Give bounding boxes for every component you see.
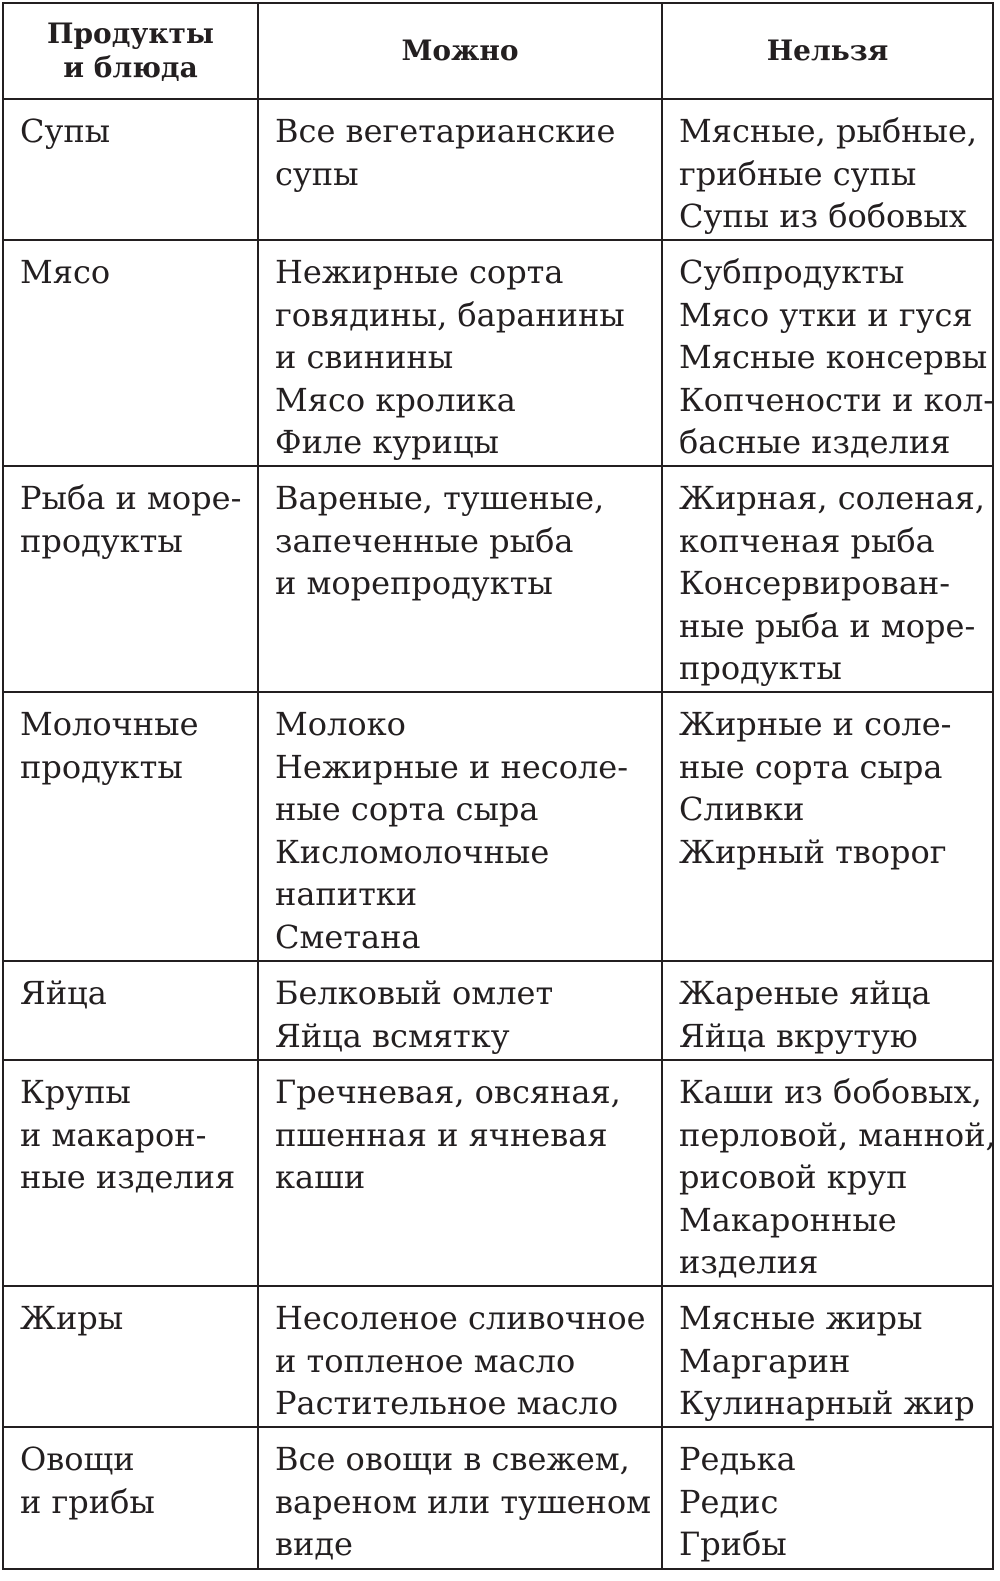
cell-text-line: Белковый омлет: [275, 974, 554, 1012]
cell-text-line: продукты: [20, 521, 183, 560]
cell-text-line: Жиры: [20, 1299, 124, 1337]
cell-text-line: Яйца вкрутую: [679, 1016, 918, 1055]
forbidden-cell: [662, 1060, 996, 1286]
category-cell: [3, 1286, 258, 1427]
category-cell: [3, 1427, 258, 1569]
table-row: [3, 1427, 993, 1569]
cell-text-line: Крупы: [20, 1073, 131, 1111]
cell-text-line: Каши из бобовых,: [679, 1073, 982, 1111]
cell-text-line: ные сорта сыра: [679, 747, 943, 786]
allowed-cell: [258, 99, 662, 240]
table-row: [3, 240, 993, 466]
header-row: [3, 3, 993, 99]
forbidden-cell: [662, 692, 993, 961]
cell-text-line: Растительное масло: [275, 1384, 619, 1423]
diet-table: [2, 2, 994, 1570]
cell-text-line: Супы: [20, 112, 111, 150]
cell-text-line: Мясные консервы: [679, 338, 988, 377]
cell-text-line: Молоко: [275, 705, 406, 743]
cell-text-line: напитки: [275, 875, 418, 914]
forbidden-cell: [662, 1286, 993, 1427]
cell-text-line: Нежирные и несоле-: [275, 747, 629, 786]
cell-text-line: Все вегетарианские: [275, 112, 616, 150]
forbidden-cell: [662, 961, 993, 1060]
category-cell: [3, 692, 258, 961]
cell-text-line: перловой, манной,: [679, 1115, 996, 1154]
cell-text-line: Яйца: [20, 974, 107, 1012]
category-cell: [3, 1060, 258, 1286]
cell-text-line: рисовой круп: [679, 1158, 908, 1197]
allowed-cell: [258, 1060, 662, 1286]
header-products-and-dishes: [3, 3, 258, 99]
table-row: [3, 466, 993, 692]
cell-text-line: продукты: [20, 747, 183, 786]
cell-text-line: и грибы: [20, 1482, 155, 1521]
cell-text-line: ные рыба и море-: [679, 606, 976, 645]
table-row: [3, 1286, 993, 1427]
cell-text-line: Молочные: [20, 705, 199, 743]
cell-text-line: Кисломолочные: [275, 832, 550, 871]
cell-text-line: Редис: [679, 1482, 779, 1521]
table-row: [3, 1060, 993, 1286]
cell-text-line: Яйца всмятку: [275, 1016, 510, 1055]
cell-text-line: и свинины: [275, 338, 454, 377]
category-cell: [3, 466, 258, 692]
cell-text-line: Мясные жиры: [679, 1299, 923, 1337]
header-forbidden: Нельзя: [662, 3, 993, 99]
cell-text-line: виде: [275, 1525, 353, 1564]
allowed-cell: [258, 961, 662, 1060]
forbidden-cell: [662, 240, 993, 466]
cell-text-line: изделия: [679, 1243, 819, 1282]
forbidden-cell: [662, 99, 993, 240]
cell-text-line: Жирный творог: [679, 832, 947, 871]
cell-text-line: Консервирован-: [679, 564, 951, 603]
cell-text-line: Гречневая, овсяная,: [275, 1073, 621, 1111]
category-cell: [3, 961, 258, 1060]
cell-text-line: и топленое масло: [275, 1341, 576, 1380]
cell-text-line: и морепродукты: [275, 564, 553, 603]
cell-text-line: Копчености и кол-: [679, 380, 995, 419]
allowed-cell: [258, 692, 662, 961]
cell-text-line: Жирные и соле-: [679, 705, 952, 743]
cell-text-line: Редька: [679, 1440, 796, 1478]
cell-text-line: Мясо утки и гуся: [679, 295, 973, 334]
header-text-line: Продукты: [47, 17, 214, 50]
allowed-cell: [258, 466, 662, 692]
cell-text-line: копченая рыба: [679, 521, 935, 560]
cell-text-line: Жареные яйца: [679, 974, 931, 1012]
forbidden-cell: [662, 466, 993, 692]
cell-text-line: Овощи: [20, 1440, 135, 1478]
cell-text-line: Грибы: [679, 1525, 787, 1564]
cell-text-line: Мясные, рыбные,: [679, 112, 978, 150]
cell-text-line: Жирная, соленая,: [679, 479, 985, 517]
cell-text-line: Сметана: [275, 917, 421, 956]
cell-text-line: Кулинарный жир: [679, 1384, 975, 1423]
cell-text-line: басные изделия: [679, 423, 951, 462]
cell-text-line: ные сорта сыра: [275, 790, 539, 829]
cell-text-line: ные изделия: [20, 1158, 236, 1197]
cell-text-line: Мясо кролика: [275, 380, 516, 419]
cell-text-line: Рыба и море-: [20, 479, 242, 517]
cell-text-line: Несоленое сливочное: [275, 1299, 646, 1337]
cell-text-line: Субпродукты: [679, 253, 905, 291]
cell-text-line: пшенная и ячневая: [275, 1115, 608, 1154]
header-allowed: Можно: [258, 3, 662, 99]
cell-text-line: вареном или тушеном: [275, 1482, 652, 1521]
forbidden-cell: [662, 1427, 993, 1569]
category-cell: [3, 99, 258, 240]
cell-text-line: Нежирные сорта: [275, 253, 564, 291]
cell-text-line: говядины, баранины: [275, 295, 625, 334]
cell-text-line: Вареные, тушеные,: [275, 479, 605, 517]
cell-text-line: Все овощи в свежем,: [275, 1440, 630, 1478]
allowed-cell: [258, 240, 662, 466]
header-text-line: и блюда: [63, 51, 198, 84]
table-row: [3, 692, 993, 961]
cell-text-line: запеченные рыба: [275, 521, 574, 560]
cell-text-line: Маргарин: [679, 1341, 851, 1380]
category-cell: [3, 240, 258, 466]
cell-text-line: Сливки: [679, 790, 805, 829]
table-row: [3, 99, 993, 240]
cell-text-line: Мясо: [20, 253, 111, 291]
cell-text-line: продукты: [679, 649, 842, 688]
allowed-cell: [258, 1427, 662, 1569]
cell-text-line: Супы из бобовых: [679, 197, 967, 236]
cell-text-line: каши: [275, 1158, 366, 1197]
cell-text-line: Филе курицы: [275, 423, 500, 462]
cell-text-line: Макаронные: [679, 1200, 897, 1239]
cell-text-line: и макарон-: [20, 1115, 207, 1154]
cell-text-line: супы: [275, 154, 359, 193]
allowed-cell: [258, 1286, 662, 1427]
table-row: [3, 961, 993, 1060]
cell-text-line: грибные супы: [679, 154, 917, 193]
